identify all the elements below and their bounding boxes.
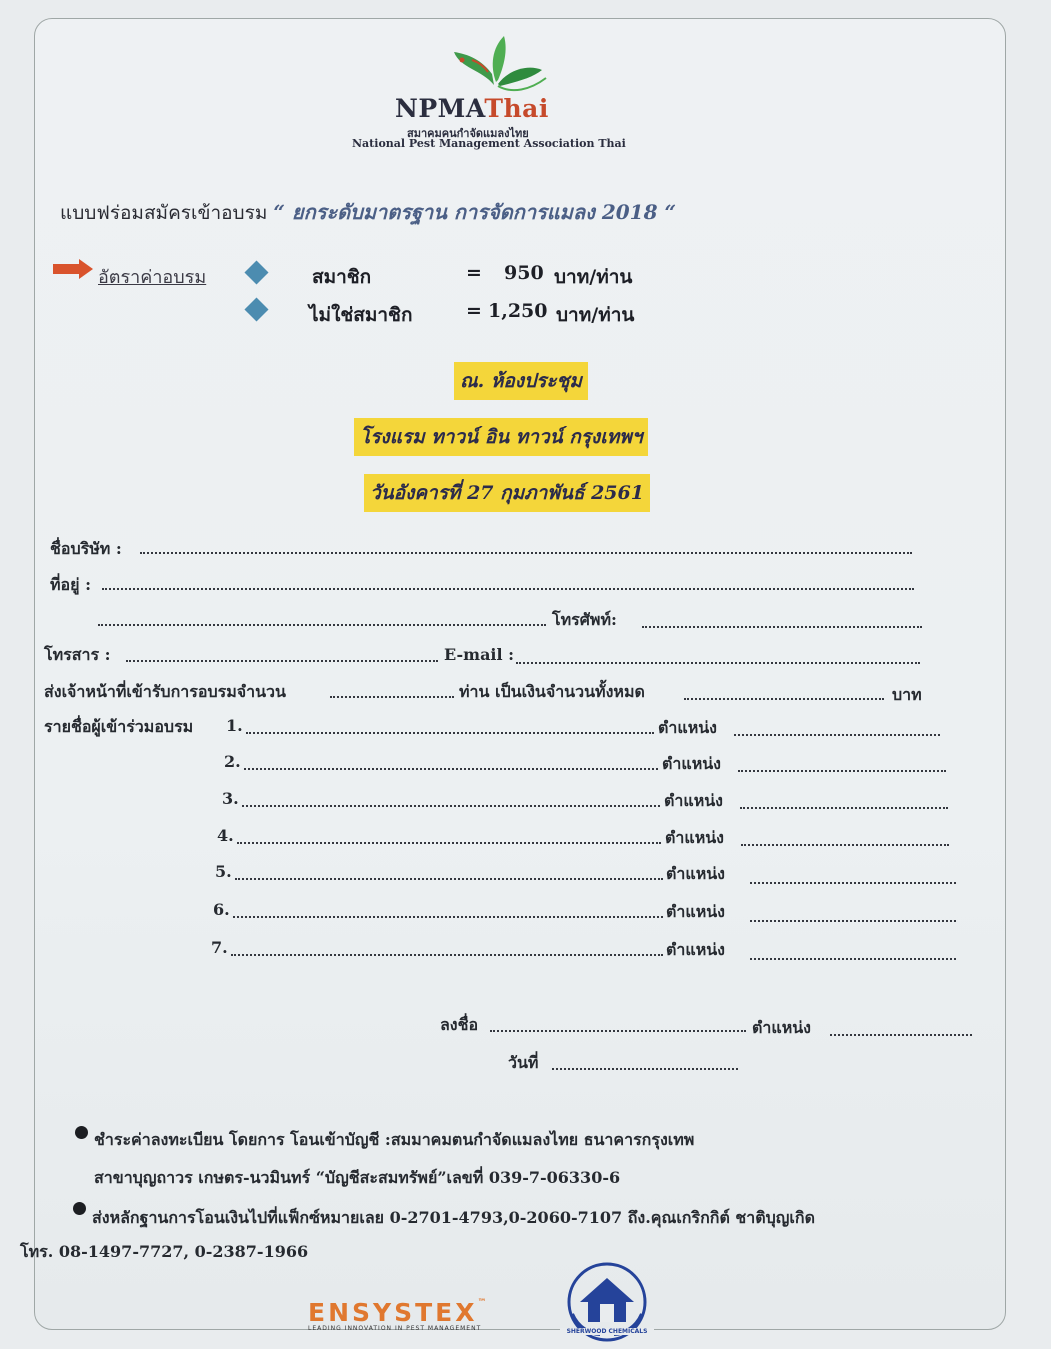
rate-amount: 1,250: [488, 300, 548, 322]
venue-hotel: โรงแรม ทาวน์ อิน ทาวน์ กรุงเทพฯ: [354, 418, 648, 456]
signature-label: ลงชื่อ: [440, 1015, 479, 1034]
sign-date-field[interactable]: [552, 1068, 738, 1070]
phone-field[interactable]: [642, 626, 922, 628]
rate-equals: =: [466, 300, 482, 322]
company-field[interactable]: [140, 552, 912, 554]
sherwood-name: SHERWOOD CHEMICALS: [560, 1328, 654, 1335]
attendee-position-field[interactable]: [750, 882, 956, 884]
bullet-icon: [75, 1126, 88, 1139]
rate-type: ไม่ใช่สมาชิก: [309, 304, 413, 326]
sherwood-logo: [560, 1262, 654, 1348]
payment-fax-line: ส่งหลักฐานการโอนเงินไปที่แฟ็กซ์หมายเลย 0-2701-4793,0-2060-7107 ถึง.คุณเกริกกิต์ ชาติบุญเกิด: [92, 1208, 815, 1227]
attendee-number: 2.: [224, 752, 241, 771]
attendee-position-label: ตำแหน่ง: [666, 940, 725, 959]
total-amount-label: ท่าน เป็นเงินจำนวนทั้งหมด: [459, 682, 645, 701]
attendee-position-label: ตำแหน่ง: [658, 718, 717, 737]
rate-label: อัตราค่าอบรม: [98, 267, 207, 288]
total-amount-field[interactable]: [684, 698, 884, 700]
attendee-position-label: ตำแหน่ง: [662, 754, 721, 773]
payment-account-line: ชำระค่าลงทะเบียน โดยการ โอนเข้าบัญชี :สมมาคมตนกำจัดแมลงไทย ธนาคารกรุงเทพ: [94, 1130, 695, 1149]
course-title: “ ยกระดับมาตรฐาน การจัดการแมลง 2018 “: [273, 200, 676, 224]
email-field[interactable]: [516, 662, 920, 664]
form-title-lead: แบบฟร่อมสมัครเข้าอบรม: [60, 202, 268, 224]
attendee-position-label: ตำแหน่ง: [666, 864, 725, 883]
attendee-name-field[interactable]: [235, 878, 663, 880]
attendee-number: 3.: [222, 789, 239, 808]
arrow-right-icon: [53, 259, 93, 279]
attendee-position-field[interactable]: [738, 770, 946, 772]
payment-branch-line: สาขาบุญถาวร เกษตร-นวมินทร์ “บัญชีสะสมทรัพย์”เลขที่ 039-7-06330-6: [94, 1168, 621, 1187]
attendee-position-field[interactable]: [750, 958, 956, 960]
logo-brand: NPMAThai: [395, 94, 549, 123]
company-label: ชื่อบริษัท :: [50, 539, 122, 558]
signer-position-field[interactable]: [830, 1034, 972, 1036]
rate-equals: =: [466, 262, 482, 284]
form-title: [60, 196, 676, 228]
attendee-name-field[interactable]: [246, 732, 654, 734]
staff-count-field[interactable]: [330, 696, 454, 698]
event-date: วันอังคารที่ 27 กุมภาพันธ์ 2561: [364, 474, 650, 512]
address-label: ที่อยู่ :: [50, 575, 92, 594]
logo-thai-name: สมาคมคนกำจัดแมลงไทย: [407, 127, 529, 140]
attendees-label: รายชื่อผู้เข้าร่วมอบรม: [44, 717, 194, 736]
signer-position-label: ตำแหน่ง: [752, 1018, 811, 1037]
attendee-number: 6.: [213, 900, 230, 919]
attendee-name-field[interactable]: [237, 842, 661, 844]
attendee-name-field[interactable]: [242, 805, 660, 807]
attendee-name-field[interactable]: [244, 768, 658, 770]
attendee-position-field[interactable]: [741, 844, 949, 846]
attendee-number: 4.: [217, 826, 234, 845]
contact-phone-line: โทร. 08-1497-7727, 0-2387-1966: [20, 1242, 309, 1261]
npma-logo: [350, 30, 626, 155]
attendee-name-field[interactable]: [231, 954, 663, 956]
baht-label: บาท: [892, 685, 922, 704]
attendee-position-field[interactable]: [734, 734, 940, 736]
attendee-position-field[interactable]: [740, 807, 948, 809]
ensystex-logo: ENSYSTEX™ LEADING INNOVATION IN PEST MANAGEMENT: [308, 1298, 490, 1332]
rate-unit: บาท/ท่าน: [554, 266, 633, 288]
phone-label: โทรศัพท์:: [552, 610, 617, 629]
rate-unit: บาท/ท่าน: [556, 304, 635, 326]
attendee-number: 5.: [215, 862, 232, 881]
signature-field[interactable]: [490, 1030, 746, 1032]
rate-type: สมาชิก: [312, 266, 372, 288]
attendee-number: 7.: [211, 938, 228, 957]
attendee-number: 1.: [226, 716, 243, 735]
rate-amount: 950: [504, 262, 544, 284]
sign-date-label: วันที่: [508, 1053, 539, 1072]
attendee-position-field[interactable]: [750, 920, 956, 922]
attendee-name-field[interactable]: [233, 916, 663, 918]
attendee-position-label: ตำแหน่ง: [665, 828, 724, 847]
fax-field[interactable]: [126, 660, 438, 662]
address-field-line2[interactable]: [98, 624, 546, 626]
attendee-position-label: ตำแหน่ง: [666, 902, 725, 921]
email-label: E-mail :: [444, 645, 515, 664]
venue-room: ณ. ห้องประชุม: [454, 362, 588, 400]
staff-count-label: ส่งเจ้าหน้าที่เข้ารับการอบรมจำนวน: [44, 682, 286, 701]
bullet-icon: [73, 1202, 86, 1215]
fax-label: โทรสาร :: [44, 645, 111, 664]
attendee-position-label: ตำแหน่ง: [664, 791, 723, 810]
address-field[interactable]: [102, 588, 914, 590]
logo-english-name: National Pest Management Association Thai: [352, 137, 626, 150]
butterfly-icon: [442, 30, 552, 100]
